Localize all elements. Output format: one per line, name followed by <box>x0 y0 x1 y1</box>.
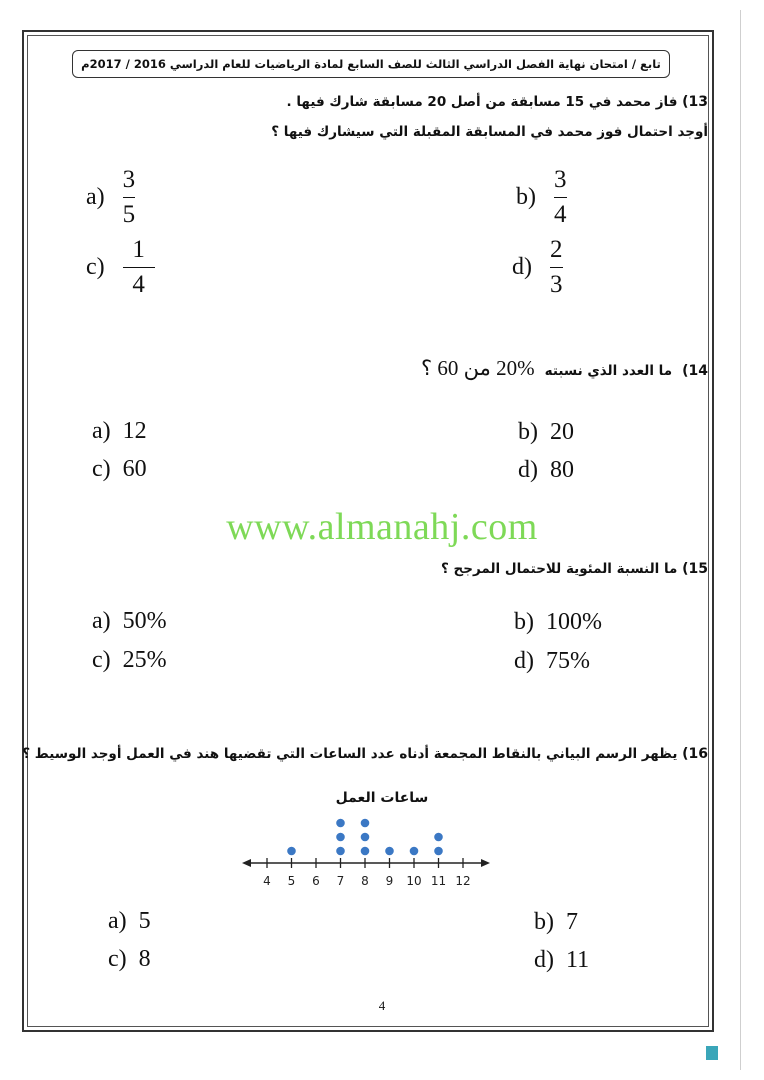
data-dot <box>336 819 345 828</box>
data-dot <box>434 833 443 842</box>
q15-line <box>441 561 708 577</box>
option-label: a) <box>108 908 127 934</box>
q14-number: 14) <box>682 363 708 379</box>
q14-line <box>421 356 708 381</box>
dot-plot <box>230 808 500 898</box>
option-label: d) <box>512 254 532 280</box>
x-tick-label: 11 <box>430 874 447 888</box>
fraction-denominator: 4 <box>554 201 567 228</box>
fraction-bar <box>550 267 563 268</box>
option-label: b) <box>534 909 554 935</box>
fraction <box>123 166 136 229</box>
q13-number: 13) <box>682 94 708 110</box>
option-value: 25% <box>122 647 167 673</box>
data-dot <box>336 847 345 856</box>
x-tick-label: 9 <box>385 874 394 888</box>
x-tick-label: 10 <box>406 874 422 888</box>
option-label: a) <box>86 184 105 210</box>
option-value: 60 <box>122 456 147 482</box>
option-value: 50% <box>122 608 167 634</box>
option-label: b) <box>516 184 536 210</box>
option-value: 5 <box>138 908 151 934</box>
fraction-denominator: 3 <box>550 271 563 298</box>
option-label: c) <box>108 946 127 972</box>
data-dot <box>336 833 345 842</box>
watermark: www.almanahj.com <box>226 506 538 548</box>
option-value: 80 <box>550 457 574 483</box>
q14-text: ما العدد الذي نسبته <box>544 363 673 379</box>
x-tick-label: 12 <box>455 874 471 888</box>
option-value: 11 <box>566 947 590 973</box>
option-label: a) <box>92 418 111 444</box>
q16-number: 16) <box>682 746 708 762</box>
option-label: d) <box>534 947 554 973</box>
q14-option-b[interactable] <box>518 419 574 446</box>
fraction <box>550 236 563 299</box>
fraction-bar <box>123 267 155 268</box>
q16-line <box>22 746 708 762</box>
q13-text-2: أوجد احتمال فوز محمد في المسابقة المقبلة التي سيشارك فيها ؟ <box>271 124 708 140</box>
fraction-numerator: 3 <box>554 166 567 193</box>
exam-header: تابع / امتحان نهاية الفصل الدراسي الثالث للصف السابع لمادة الرياضيات للعام الدراسي 2016 / 2017م <box>72 50 670 78</box>
q15-option-c[interactable] <box>92 647 167 674</box>
option-label: c) <box>92 456 111 482</box>
option-label: c) <box>86 254 105 280</box>
option-value: 8 <box>138 946 151 972</box>
axis-arrow-left <box>242 859 251 867</box>
q13-text-1: فاز محمد في 15 مسابقة من أصل 20 مسابقة شارك فيها . <box>286 94 678 110</box>
option-label: d) <box>514 648 534 674</box>
data-dot <box>410 847 419 856</box>
data-dot <box>434 847 443 856</box>
x-tick-label: 6 <box>312 874 320 888</box>
q15-number: 15) <box>682 561 708 577</box>
data-dot <box>361 847 370 856</box>
fraction-bar <box>554 197 567 198</box>
data-dot <box>287 847 296 856</box>
data-dot <box>361 833 370 842</box>
q14-option-d[interactable] <box>518 457 574 484</box>
x-tick-label: 5 <box>287 874 296 888</box>
fraction-denominator: 4 <box>132 271 145 298</box>
fraction <box>554 166 567 229</box>
option-label: b) <box>518 419 538 445</box>
q13-option-c[interactable] <box>86 236 155 299</box>
q15-option-d[interactable] <box>514 648 590 675</box>
q16-option-d[interactable] <box>534 947 589 974</box>
x-tick-label: 7 <box>336 874 345 888</box>
q14-expression: 20% من 60 ؟ <box>421 356 535 380</box>
option-label: a) <box>92 608 111 634</box>
fraction-numerator: 2 <box>550 236 563 263</box>
chart-title: ساعات العمل <box>335 790 429 806</box>
q15-option-b[interactable] <box>514 609 602 636</box>
option-value: 7 <box>566 909 578 935</box>
fraction-bar <box>123 197 136 198</box>
fraction <box>123 236 155 299</box>
q16-option-c[interactable] <box>108 946 151 973</box>
fraction-numerator: 1 <box>132 236 145 263</box>
axis-arrow-right <box>481 859 490 867</box>
q15-text: ما النسبة المئوية للاحتمال المرجح ؟ <box>441 561 678 577</box>
x-tick-label: 8 <box>361 874 369 888</box>
data-dot <box>361 819 370 828</box>
option-value: 12 <box>122 418 147 444</box>
q14-option-c[interactable] <box>92 456 147 483</box>
option-label: d) <box>518 457 538 483</box>
x-tick-label: 4 <box>263 874 271 888</box>
q14-option-a[interactable] <box>92 418 147 445</box>
q13-option-d[interactable] <box>512 236 563 299</box>
option-value: 100% <box>546 609 602 635</box>
corner-mark <box>706 1046 718 1060</box>
q16-text: يظهر الرسم البياني بالنقاط المجمعة أدناه عدد الساعات التي تقضيها هند في العمل أوجد الوسيط ؟ <box>22 746 678 762</box>
q13-option-a[interactable] <box>86 166 135 229</box>
q16-option-a[interactable] <box>108 908 151 935</box>
fraction-denominator: 5 <box>122 201 136 228</box>
fraction-numerator: 3 <box>122 166 136 193</box>
option-label: c) <box>92 647 111 673</box>
q15-option-a[interactable] <box>92 608 167 635</box>
option-value: 20 <box>550 419 574 445</box>
dot-plot-dots <box>287 819 443 856</box>
q13-option-b[interactable] <box>516 166 567 229</box>
page-number: 4 <box>378 998 386 1013</box>
data-dot <box>385 847 394 856</box>
q13-line1 <box>287 94 708 110</box>
q16-option-b[interactable] <box>534 909 578 936</box>
option-label: b) <box>514 609 534 635</box>
option-value: 75% <box>546 648 590 674</box>
